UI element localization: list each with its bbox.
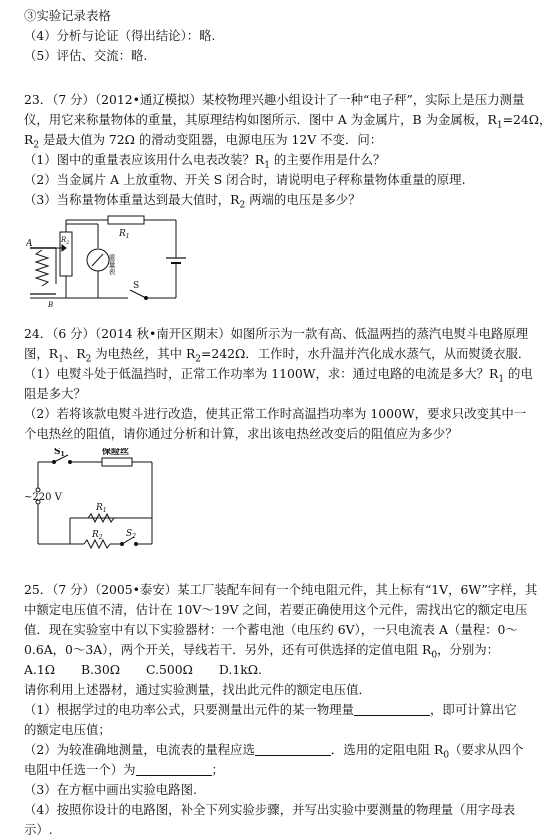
q25-line-2: 中额定电压值不清，估计在 10V～19V 之间，若要正确使用这个元件，需找出它的额定电压 <box>24 602 528 617</box>
q25-sub-3: （3）在方框中画出实验电路图. <box>24 782 197 797</box>
q25-line-3: 值．现在实验室中有以下实验器材：一个蓄电池（电压约 6V），一只电流表 A（量程：0～ <box>24 622 518 637</box>
q25-blank-2[interactable] <box>255 741 331 756</box>
q24-sub-2: （2）若将该款电熨斗进行改造，使其正常工作时高温挡功率为 1000W，要求只改变其中一 <box>24 406 527 421</box>
prev-item-3: ③实验记录表格 <box>24 8 111 23</box>
q23-label-b: B <box>48 301 54 309</box>
q25-sub-4-cont: 示）. <box>24 822 53 837</box>
q24-label-voltage: ~220 V <box>24 492 62 503</box>
q25-blank-3[interactable] <box>136 761 212 776</box>
q24-circuit-diagram <box>24 448 164 552</box>
q24-sub-1-cont: 阻是多大？ <box>24 386 86 401</box>
question-25 <box>24 580 540 840</box>
q24-label-fuse: 保险丝 <box>102 448 130 457</box>
q25-blank-1[interactable] <box>354 701 430 716</box>
q25-sub-1-cont: 的额定电压值； <box>24 722 111 737</box>
q25-sub-4: （4）按照你设计的电路图，补全下列实验步骤，并写出实验中要测量的物理量（用字母表 <box>24 802 516 817</box>
q25-sub-2-cont: 电阻中任选一个）为 ； <box>24 762 224 777</box>
q23-circuit-diagram <box>26 214 196 310</box>
q25-line-4: 0.6A，0～3A），两个开关，导线若干．另外，还有可供选择的定值电阻 $R_0$，分别为： <box>24 642 500 661</box>
q24-label-r2: $R_2$ <box>92 530 103 541</box>
q25-sub-2: （2）为较准确地测量，电流表的量程应选 ．选用的定阻电阻 $R_0$（要求从四个 <box>24 742 524 761</box>
q23-resistor-r1 <box>108 216 144 224</box>
q23-sub-1: （1）图中的重量表应该用什么电表改装？$R_1$ 的主要作用是什么？ <box>24 152 386 171</box>
q25-option-b: B.30Ω <box>81 662 121 677</box>
q23-label-s: S <box>133 281 140 291</box>
question-23 <box>24 90 552 310</box>
q23-label-r1: $R_1$ <box>119 229 130 240</box>
q23-line-1: 23．（7 分）（2012•通辽模拟）某校物理兴趣小组设计了一种“电子秤”，实际上是压力测量 <box>24 92 525 107</box>
q23-line-2: 仪，用它来称量物体的重量，其原理结构如图所示．图中 A 为金属片，B 为金属板，$R_1=24\Omega$， <box>24 112 552 131</box>
q23-label-a: A <box>26 239 33 249</box>
q23-label-r2: $R_2$ <box>61 236 70 246</box>
q25-option-c: C.500Ω <box>146 662 193 677</box>
q23-label-meter: 重量表 <box>108 254 116 275</box>
q24-line-1: 24．（6 分）（2014 秋•南开区期末）如图所示为一款有高、低温两挡的蒸汽电熨斗电路原理 <box>24 326 529 341</box>
q25-line-1: 25．（7 分）（2005•泰安）某工厂装配车间有一个纯电阻元件，其上标有“1V，6W”字样，其 <box>24 582 538 597</box>
q24-sub-2-cont: 个电热丝的阻值，请你通过分析和计算，求出该电热丝改变后的阻值应为多少？ <box>24 426 458 441</box>
q23-sub-2: （2）当金属片 A 上放重物、开关 S 闭合时，请说明电子秤称量物体重量的原理. <box>24 172 466 187</box>
q23-line-3: $R_2$ 是最大值为 72Ω 的滑动变阻器，电源电压为 12V 不变．问： <box>24 132 383 151</box>
q25-options <box>24 660 540 680</box>
prev-item-5: （5）评估、交流：略. <box>24 48 148 63</box>
exam-page <box>24 6 552 840</box>
question-24 <box>24 324 540 552</box>
q24-sub-1: （1）电熨斗处于低温挡时，正常工作功率为 1100W，求：通过电路的电流是多大？$R_1$ 的电 <box>24 366 533 385</box>
q24-line-2: 图，$R_1$、$R_2$ 为电热丝，其中 $R_2=242\Omega$．工作时，水升温并汽化成水蒸气，从而熨烫衣服． <box>24 346 531 365</box>
q24-label-r1: $R_1$ <box>96 503 107 514</box>
q23-sub-3: （3）当称量物体重量达到最大值时，$R_2$ 两端的电压是多少？ <box>24 192 361 211</box>
q25-option-d: D.1kΩ. <box>218 662 262 677</box>
q24-heater-r2 <box>84 540 110 548</box>
q25-sub-1: （1）根据学过的电功率公式，只要测量出元件的某一物理量 ，即可计算出它 <box>24 702 517 717</box>
q24-fuse <box>102 458 132 466</box>
q24-label-s1: $S_1$ <box>54 448 65 458</box>
q25-option-a: A.1Ω <box>24 662 56 677</box>
q25-line-6: 请你利用上述器材，通过实验测量，找出此元件的额定电压值． <box>24 682 371 697</box>
q24-label-s2: $S_2$ <box>126 529 136 540</box>
prev-item-4: （4）分析与论证（得出结论）：略. <box>24 28 216 43</box>
